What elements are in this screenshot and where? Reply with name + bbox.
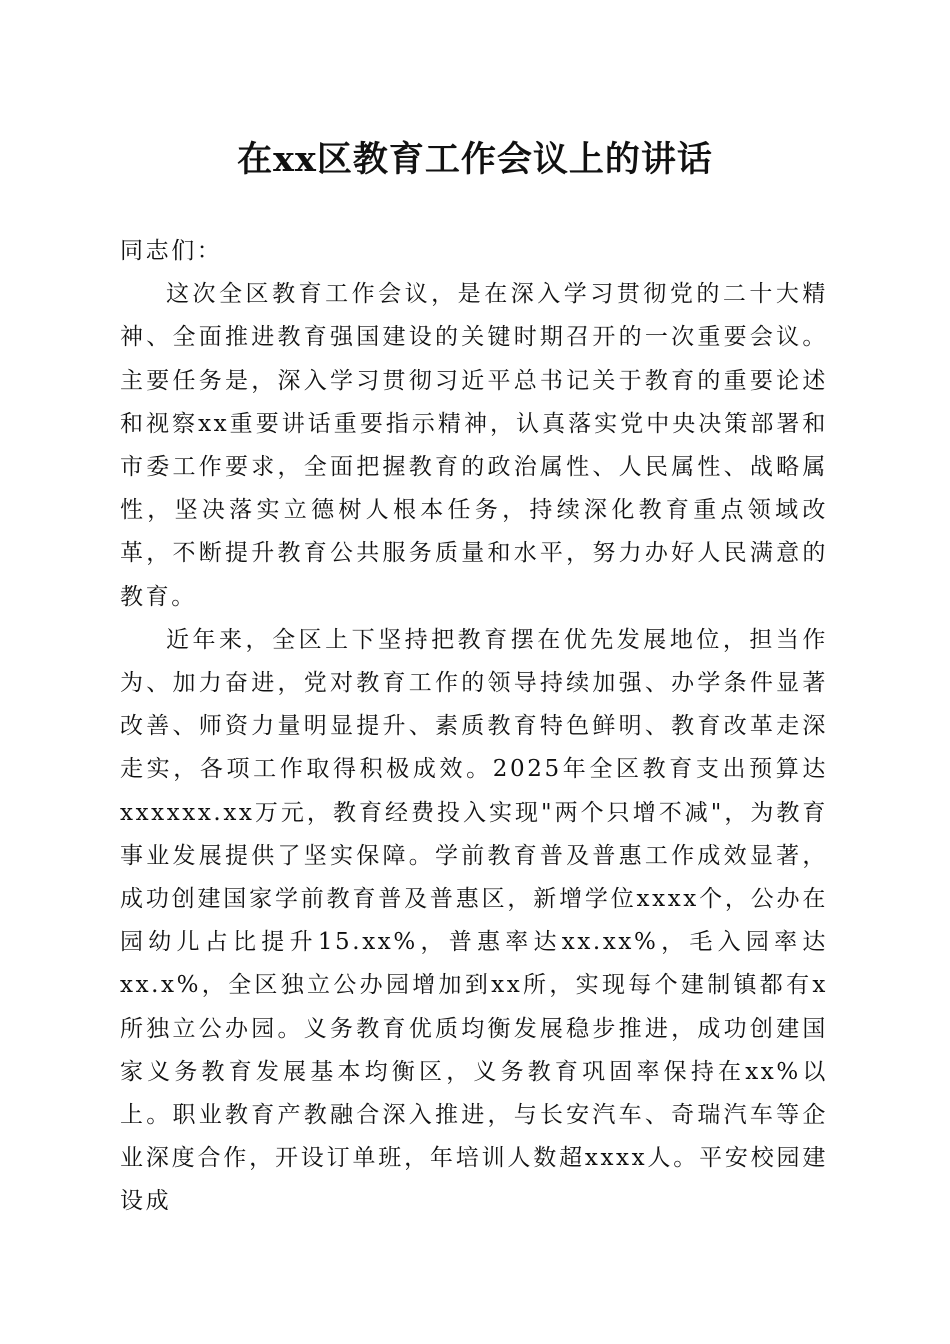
document-body xyxy=(120,230,828,1224)
paragraph-1: 这次全区教育工作会议，是在深入学习贯彻党的二十大精神、全面推进教育强国建设的关键时期召开的一次重要会议。主要任务是，深入学习贯彻习近平总书记关于教育的重要论述和视察xx重要讲话重要指示精神，认真落实党中央决策部署和市委工作要求，全面把握教育的政治属性、人民属性、战略属性，坚决落实立德树人根本任务，持续深化教育重点领域改革，不断提升教育公共服务质量和水平，努力办好人民满意的教育。 xyxy=(120,281,828,610)
document-title: 在xx区教育工作会议上的讲话 xyxy=(237,139,713,180)
paragraph-2: 近年来，全区上下坚持把教育摆在优先发展地位，担当作为、加力奋进，党对教育工作的领导持续加强、办学条件显著改善、师资力量明显提升、素质教育特色鲜明、教育改革走深走实，各项工作取得积极成效。2025年全区教育支出预算达xxxxxx.xx万元，教育经费投入实现"两个只增不减"，为教育事业发展提供了坚实保障。学前教育普及普惠工作成效显著，成功创建国家学前教育普及普惠区，新增学位xxxx个，公办在园幼儿占比提升15.xx%，普惠率达xx.xx%，毛入园率达xx.x%，全区独立公办园增加到xx所，实现每个建制镇都有x所独立公办园。义务教育优质均衡发展稳步推进，成功创建国家义务教育发展基本均衡区，义务教育巩固率保持在xx%以上。职业教育产教融合深入推进，与长安汽车、奇瑞汽车等企业深度合作，开设订单班，年培训人数超xxxx人。平安校园建设成 xyxy=(120,626,828,1215)
salutation: 同志们： xyxy=(120,238,223,264)
